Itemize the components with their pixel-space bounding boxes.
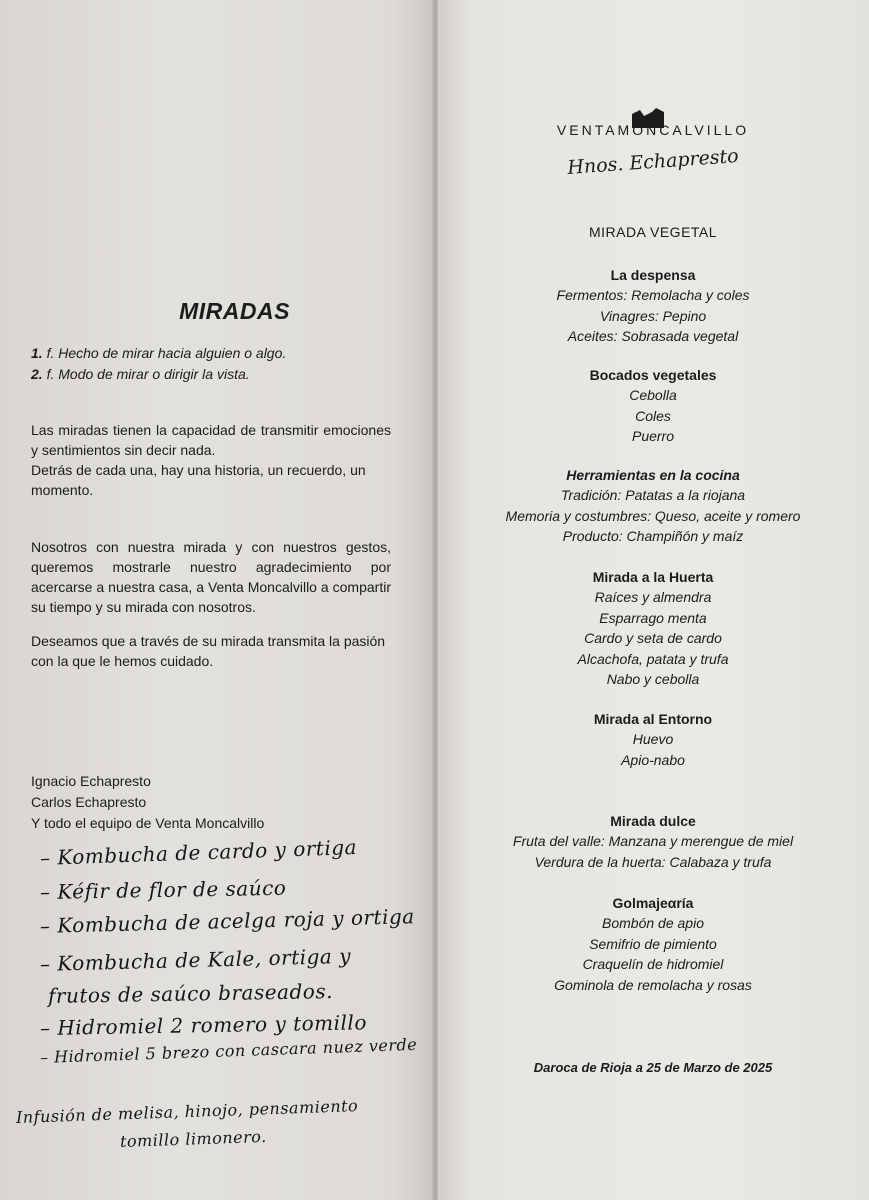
- definition-number: 1.: [31, 345, 43, 361]
- menu-item: Bombón de apio: [602, 915, 704, 931]
- menu-item: Nabo y cebolla: [606, 671, 700, 687]
- handwritten-note: – Hidromiel 5 brezo con cascara nuez verde: [39, 1034, 418, 1067]
- menu-item: Tradición: Patatas a la riojana: [560, 487, 746, 503]
- handwritten-note: Infusión de melisa, hinojo, pensamiento: [15, 1096, 359, 1127]
- definition-text: f. Hecho de mirar hacia alguien o algo.: [42, 345, 287, 361]
- menu-title: MIRADA VEGETAL: [588, 224, 718, 240]
- handwritten-note: – Kombucha de cardo y ortiga: [39, 834, 358, 870]
- definition-1: [31, 345, 286, 361]
- menu-section: [437, 811, 869, 872]
- section-heading: Mirada dulce: [610, 813, 696, 829]
- handwritten-note: tomillo limonero.: [119, 1126, 267, 1151]
- menu-section: [437, 709, 869, 770]
- definition-2: [31, 366, 250, 382]
- menu-item: Memoria y costumbres: Queso, aceite y romero: [505, 507, 801, 524]
- menu-item: Vinagres: Pepino: [599, 307, 707, 324]
- intro-paragraph: Las miradas tienen la capacidad de transmitir emociones y sentimientos sin decir nada.: [31, 422, 391, 458]
- handwritten-note: – Kéfir de flor de saúco: [39, 875, 287, 904]
- wish-paragraph: Deseamos que a través de su mirada transmita la pasión con la que le hemos cuidado.: [31, 633, 386, 669]
- menu-item: Craquelín de hidromiel: [582, 956, 724, 972]
- section-heading: Bocados vegetales: [589, 367, 717, 383]
- definition-text: f. Modo de mirar o dirigir la vista.: [42, 366, 250, 382]
- story-paragraph: Detrás de cada una, hay una historia, un recuerdo, un momento.: [31, 462, 366, 498]
- menu-item: Fermentos: Remolacha y coles: [556, 287, 750, 303]
- menu-item: Raíces y almendra: [594, 589, 712, 605]
- menu-item: Cardo y seta de cardo: [584, 630, 722, 646]
- menu-item: Producto: Champiñón y maíz: [562, 528, 744, 544]
- menu-item: Apio-nabo: [621, 751, 685, 768]
- page-title: MIRADAS: [179, 298, 290, 324]
- menu-item: Gominola de remolacha y rosas: [554, 976, 752, 993]
- menu-section: [437, 465, 869, 547]
- menu-item: Puerro: [631, 428, 675, 444]
- menu-item: Verdura de la huerta: Calabaza y trufa: [534, 853, 772, 870]
- definition-number: 2.: [31, 366, 43, 382]
- menu-section: [437, 567, 869, 690]
- brand-subtitle: Hnos. Echapresto: [566, 145, 740, 179]
- menu-item: Semifrio de pimiento: [589, 935, 717, 952]
- menu-item: Coles: [635, 407, 671, 424]
- brand-name: VENTAMONCALVILLO: [556, 122, 750, 138]
- signature-ignacio: Ignacio Echapresto: [31, 773, 151, 789]
- menu-item: Fruta del valle: Manzana y merengue de miel: [512, 833, 794, 849]
- signature-carlos: Carlos Echapresto: [31, 794, 147, 810]
- section-heading: La despensa: [610, 267, 696, 283]
- section-heading: Mirada al Entorno: [593, 711, 713, 727]
- gratitude-paragraph: Nosotros con nuestra mirada y con nuestros gestos, queremos mostrarle nuestro agradecimiento por acercarse a nuestra casa, a Venta Moncalvillo a compartir su tiempo y su mirada con nosotros.: [31, 539, 391, 615]
- date-location: Daroca de Rioja a 25 de Marzo de 2025: [533, 1060, 773, 1075]
- signature-team: Y todo el equipo de Venta Moncalvillo: [31, 815, 265, 831]
- handwritten-note: – Hidromiel 2 romero y tomillo: [39, 1010, 368, 1040]
- menu-section: [437, 893, 869, 995]
- menu-section: [437, 365, 869, 447]
- menu-item: Alcachofa, patata y trufa: [577, 650, 729, 667]
- handwritten-note: – Kombucha de acelga roja y ortiga: [39, 904, 415, 938]
- menu-item: Huevo: [632, 731, 674, 747]
- menu-item: Cebolla: [629, 387, 677, 403]
- section-heading: Herramientas en la cocina: [566, 467, 740, 483]
- menu-item: Esparrago menta: [599, 609, 707, 626]
- handwritten-note: – Kombucha de Kale, ortiga y: [39, 943, 352, 976]
- menu-section: [437, 265, 869, 347]
- handwritten-note: frutos de saúco braseados.: [47, 979, 334, 1008]
- section-heading: Golmajeαría: [612, 895, 694, 911]
- menu-item: Aceites: Sobrasada vegetal: [567, 328, 739, 344]
- section-heading: Mirada a la Huerta: [592, 569, 714, 585]
